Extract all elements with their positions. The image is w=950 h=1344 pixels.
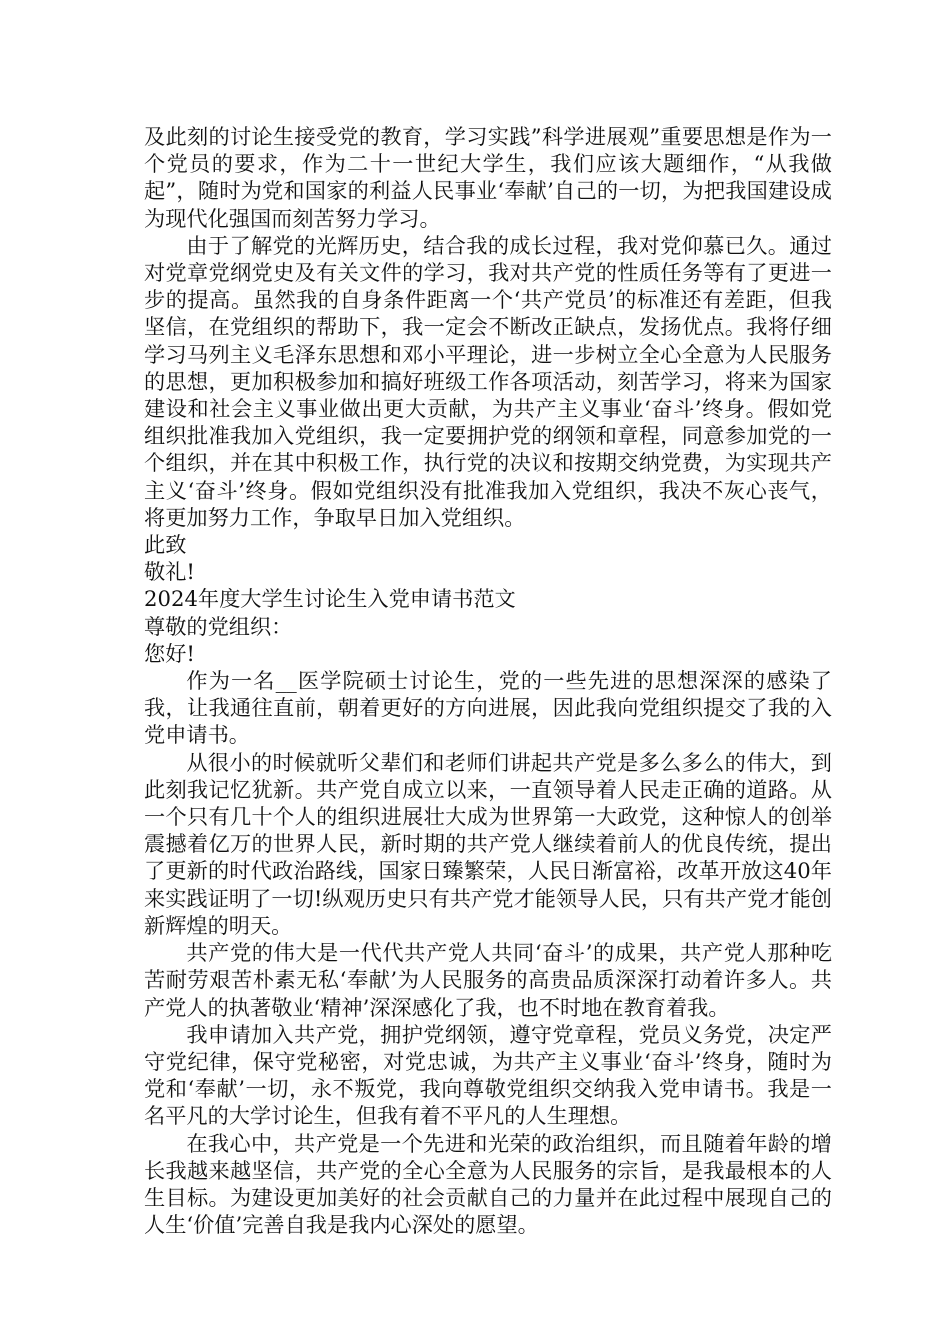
paragraph-childhood: 从很小的时候就听父辈们和老师们讲起共产党是多么多么的伟大，到此刻我记忆犹新。共产党自成立以来，一直领导着人民走正确的道路。从一个只有几十个人的组织进展壮大成为世界第一大政党，这种惊人的创举震撼着亿万的世界人民，新时期的共产党人继续着前人的优良传统，提出了更新的时代政治路线，国家日臻繁荣，人民日渐富裕，改革开放这40年来实践证明了一切!纵观历史只有共产党才能领导人民，只有共产党才能创新辉煌的明天。 bbox=[144, 749, 832, 938]
paragraph-introduction: 作为一名__医学院硕士讨论生，党的一些先进的思想深深的感染了我，让我通往直前，朝着更好的方向进展，因此我向党组织提交了我的入党申请书。 bbox=[144, 668, 832, 748]
closing-regards: 敬礼! bbox=[144, 559, 195, 585]
paragraph-application: 我申请加入共产党，拥护党纲领，遵守党章程，党员义务党，决定严守党纪律，保守党秘密，对党忠诚，为共产主义事业‘奋斗’终身，随时为党和‘奉献’一切，永不叛党，我向尊敬党组织交纳我入党申请书。我是一名平凡的大学讨论生，但我有着不平凡的人生理想。 bbox=[144, 1021, 832, 1129]
greeting-recipient: 尊敬的党组织： bbox=[144, 613, 293, 639]
document-page bbox=[144, 123, 832, 1238]
paragraph-greatness: 共产党的伟大是一代代共产党人共同‘奋斗’的成果，共产党人那种吃苦耐劳艰苦朴素无私‘奉献’为人民服务的高贵品质深深打动着许多人。共产党人的执著敬业‘精神’深深感化了我，也不时地在教育着我。 bbox=[144, 940, 832, 1020]
paragraph-ideals: 在我心中，共产党是一个先进和光荣的政治组织，而且随着年龄的增长我越来越坚信，共产党的全心全意为人民服务的宗旨，是我最根本的人生目标。为建设更加美好的社会贡献自己的力量并在此过程中展现自己的人生‘价值’完善自我是我内心深处的愿望。 bbox=[144, 1130, 832, 1238]
paragraph-continuation: 及此刻的讨论生接受党的教育，学习实践”科学进展观”重要思想是作为一个党员的要求，作为二十一世纪大学生，我们应该大题细作，“从我做起”，随时为党和国家的利益人民事业‘奉献’自己的一切，为把我国建设成为现代化强国而刻苦努力学习。 bbox=[144, 124, 832, 231]
greeting-hello: 您好! bbox=[144, 640, 195, 666]
paragraph-party-history: 由于了解党的光辉历史，结合我的成长过程，我对党仰慕已久。通过对党章党纲党史及有关文件的学习，我对共产党的性质任务等有了更进一步的提高。虽然我的自身条件距离一个‘共产党员’的标准还有差距，但我坚信，在党组织的帮助下，我一定会不断改正缺点，发扬优点。我将仔细学习马列主义毛泽东思想和邓小平理论，进一步树立全心全意为人民服务的思想，更加积极参加和搞好班级工作各项活动，刻苦学习，将来为国家建设和社会主义事业做出更大贡献，为共产主义事业‘奋斗’终身。假如党组织批准我加入党组织，我一定要拥护党的纲领和章程，同意参加党的一个组织，并在其中积极工作，执行党的决议和按期交纳党费，为实现共产主义‘奋斗’终身。假如党组织没有批准我加入党组织，我决不灰心丧气，将更加努力工作，争取早日加入党组织。 bbox=[144, 232, 832, 530]
section-title: 2024年度大学生讨论生入党申请书范文 bbox=[144, 586, 516, 612]
closing-salutation: 此致 bbox=[144, 532, 187, 558]
